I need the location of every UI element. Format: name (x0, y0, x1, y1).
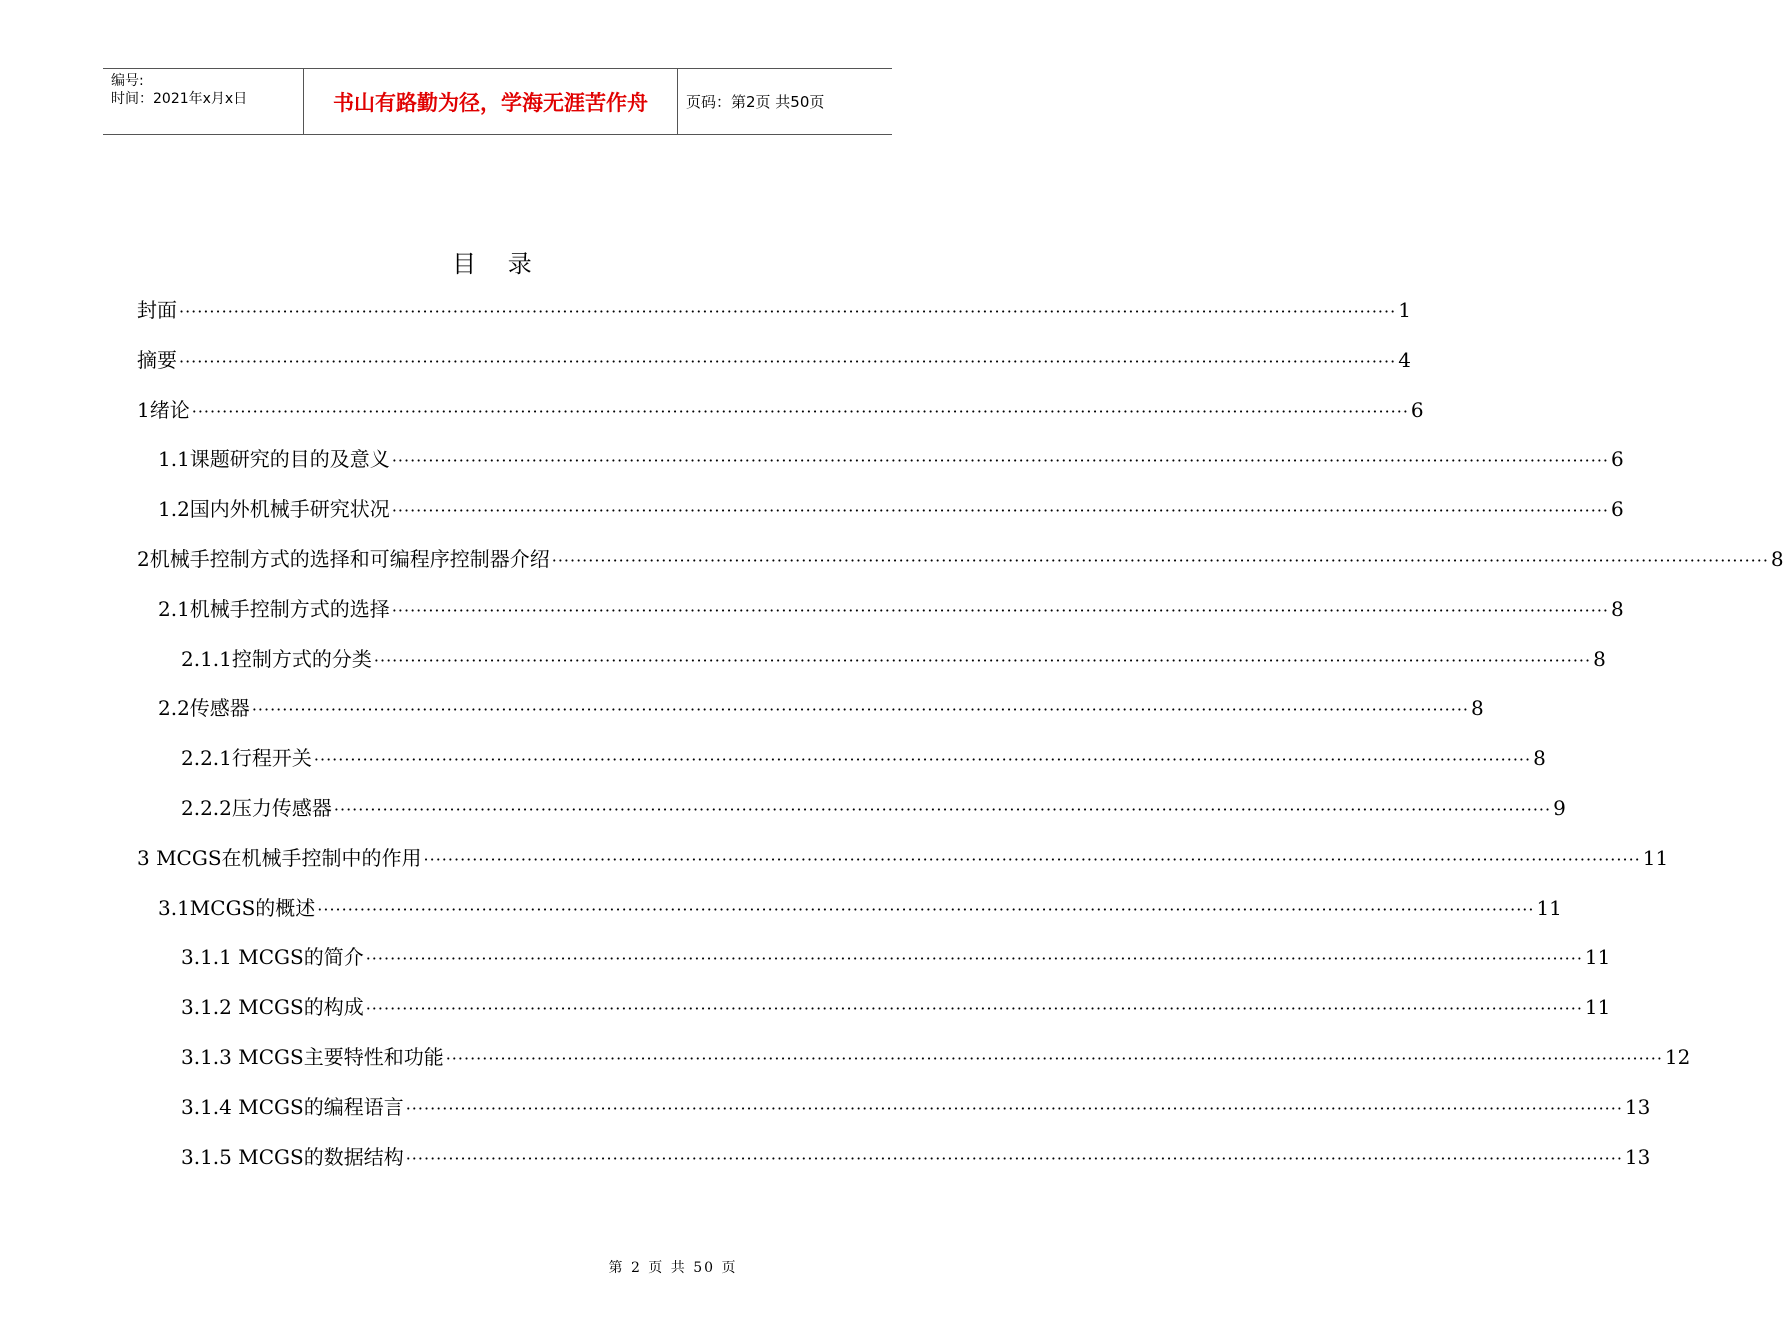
toc-entry-page: 6 (1611, 497, 1624, 522)
toc-entry (158, 444, 1624, 474)
toc-entry-page: 11 (1584, 995, 1611, 1020)
toc-leader-dots: ········································································································································································································ (365, 949, 1583, 969)
toc-entry (181, 992, 1611, 1022)
toc-entry-label: 3.1.2 MCGS的构成 (181, 995, 364, 1020)
serial-label: 编号: (111, 73, 144, 89)
toc-entry-label: 2.2.1行程开关 (181, 746, 312, 771)
toc-entry-page: 12 (1664, 1045, 1691, 1069)
toc-entry (181, 743, 1546, 773)
toc-title: 目 录 (452, 250, 544, 278)
toc-entry-label: 3.1.4 MCGS的编程语言 (181, 1094, 404, 1119)
header-page-info: 页码：第2页 共50页 (686, 93, 825, 111)
toc-leader-dots: ········································································································································································································ (391, 451, 1609, 471)
toc-entry-page: 8 (1611, 596, 1624, 621)
toc-entry-label: 3 MCGS在机械手控制中的作用 (137, 845, 422, 870)
toc-entry-page: 1 (1398, 298, 1411, 322)
toc-entry-page: 8 (1471, 696, 1484, 721)
toc-leader-dots: ········································································································································································································ (405, 1148, 1623, 1168)
toc-entry (158, 594, 1624, 624)
toc-entry-page: 11 (1642, 845, 1669, 870)
toc-entry-page: 8 (1593, 646, 1606, 671)
toc-entry-label: 摘要 (137, 347, 177, 372)
toc-entry-label: 1.1课题研究的目的及意义 (158, 447, 390, 472)
toc-leader-dots: ········································································································································································································ (365, 999, 1583, 1019)
toc-entry (181, 1142, 1651, 1172)
toc-leader-dots: ········································································································································································································ (179, 351, 1397, 371)
toc-entry-label: 2.2传感器 (158, 696, 250, 721)
toc-entry-page: 11 (1536, 895, 1562, 920)
toc-leader-dots: ········································································································································································································ (317, 899, 1535, 919)
toc-leader-dots: ········································································································································································································ (191, 401, 1409, 421)
page-header (103, 68, 892, 135)
toc-leader-dots: ········································································································································································································ (405, 1098, 1623, 1118)
toc-entry-page: 11 (1584, 945, 1611, 970)
toc-entry (137, 843, 1669, 873)
toc-leader-dots: ········································································································································································································ (391, 501, 1609, 521)
toc-entry-label: 1.2国内外机械手研究状况 (158, 497, 390, 522)
toc-entry-label: 2.1机械手控制方式的选择 (158, 596, 390, 621)
toc-entry (137, 345, 1411, 375)
toc-entry-label: 2.1.1控制方式的分类 (181, 646, 372, 671)
toc-entry (158, 893, 1562, 923)
toc-entry (181, 644, 1606, 674)
toc-leader-dots: ········································································································································································································ (391, 600, 1609, 620)
time-label: 时间：2021年x月x日 (111, 91, 248, 107)
toc-entry-page: 6 (1611, 447, 1624, 472)
toc-entry-page: 13 (1624, 1144, 1651, 1169)
toc-entry (137, 395, 1424, 425)
toc-leader-dots: ········································································································································································································ (251, 700, 1469, 720)
toc-entry-page: 13 (1624, 1094, 1651, 1119)
toc-entry (181, 1042, 1691, 1072)
toc-entry-page: 9 (1553, 796, 1566, 820)
toc-entry (181, 793, 1566, 823)
toc-entry-label: 3.1.1 MCGS的简介 (181, 945, 364, 970)
toc-leader-dots: ········································································································································································································ (179, 302, 1397, 321)
toc-entry-label: 2.2.2压力传感器 (181, 796, 332, 820)
toc-entry-page: 4 (1398, 347, 1411, 372)
toc-entry-label: 封面 (137, 298, 177, 322)
toc-leader-dots: ········································································································································································································ (373, 650, 1592, 670)
toc-entry-label: 3.1MCGS的概述 (158, 895, 316, 920)
toc-entry-page: 8 (1770, 547, 1784, 571)
toc-entry (137, 544, 1784, 574)
toc-leader-dots: ········································································································································································································ (313, 750, 1532, 770)
toc-entry (137, 295, 1411, 325)
toc-entry-label: 3.1.3 MCGS主要特性和功能 (181, 1045, 444, 1069)
toc-entry (181, 1092, 1651, 1122)
toc-entry-label: 3.1.5 MCGS的数据结构 (181, 1144, 404, 1169)
toc-entry-page: 6 (1410, 397, 1424, 422)
toc-leader-dots: ········································································································································································································ (423, 849, 1641, 869)
toc-entry-page: 8 (1533, 746, 1546, 771)
toc-entry-label: 1绪论 (137, 397, 190, 422)
toc-leader-dots: ········································································································································································································ (551, 551, 1769, 570)
toc-entry-label: 2机械手控制方式的选择和可编程序控制器介绍 (137, 547, 550, 571)
toc-entry (158, 494, 1624, 524)
toc-entry (181, 942, 1611, 972)
toc-leader-dots: ········································································································································································································ (445, 1049, 1663, 1068)
toc-leader-dots: ········································································································································································································ (333, 800, 1552, 819)
header-motto: 书山有路勤为径，学海无涯苦作舟 (303, 69, 678, 134)
page-footer: 第 2 页 共 50 页 (608, 1260, 738, 1276)
toc-entry (158, 693, 1484, 723)
header-meta (103, 69, 303, 134)
